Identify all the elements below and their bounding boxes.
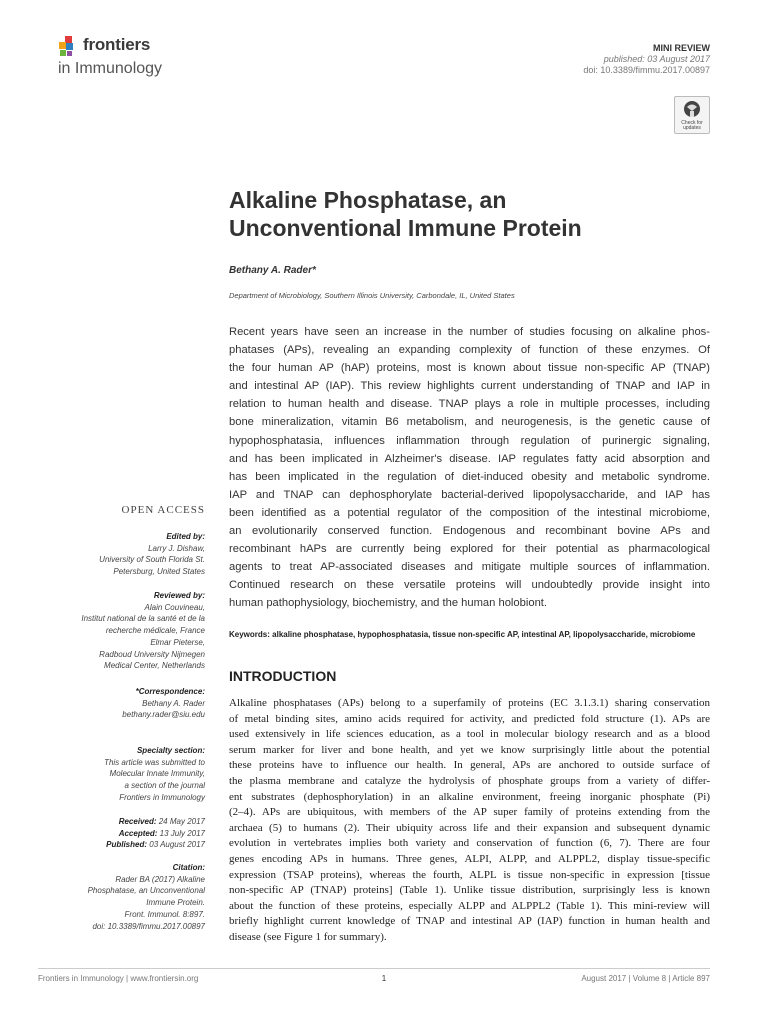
open-access-label: OPEN ACCESS <box>121 504 205 516</box>
citation-line: doi: 10.3389/fimmu.2017.00897 <box>92 921 205 931</box>
abstract <box>229 323 710 613</box>
abstract-line: and intestinal AP (IAP). This review highlights current understanding of TNAP and IAP in <box>229 380 710 393</box>
article-type: MINI REVIEW <box>652 43 710 53</box>
footer-page-number: 1 <box>381 974 387 983</box>
abstract-line: an evolutionarily conserved function. Endogenous and recombinant bovine APs and <box>229 525 710 538</box>
abstract-line: human pathophysiology, biochemistry, and the human holobiont. <box>229 597 548 610</box>
citation-label: Citation: <box>172 863 205 872</box>
footer-issue: August 2017 | Volume 8 | Article 897 <box>581 974 710 983</box>
doi[interactable]: doi: 10.3389/fimmu.2017.00897 <box>583 65 710 75</box>
check-for-updates-button[interactable] <box>674 96 710 134</box>
intro-line: evolution in vertebrates implies both variety and conservation of function (6, 7). There are four <box>229 837 710 850</box>
logo-text-frontiers: frontiers <box>83 35 151 54</box>
published-label: Published: <box>106 840 148 850</box>
intro-line: of metal binding sites, amino acids required for activity, and predicted fold structure (1). APs are <box>229 712 710 725</box>
abstract-line: IAP and TNAP can dephosphorylate bacterial-derived lipopolysaccharide, and IAP has <box>229 488 710 501</box>
abstract-line: recombinant hAPs are currently being explored for their potential as pharmacological <box>229 543 710 556</box>
affiliation: Department of Microbiology, Southern Illinois University, Carbondale, IL, United States <box>229 291 515 300</box>
check-for-updates-label: Check for updates <box>681 120 703 131</box>
author[interactable]: Bethany A. Rader* <box>229 265 316 276</box>
specialty-line: This article was submitted to <box>104 757 205 767</box>
intro-line: the plasma membrane and catalyze the hydrolysis of phosphate groups from a variety of differ- <box>229 774 710 787</box>
intro-line: serum marker for liver and bone health, and yet we know surprisingly little about the potential <box>229 743 710 756</box>
abstract-line: bone mineralization, vitamin B6 metabolism, and neurogenesis, is the genetic cause of <box>229 416 710 429</box>
intro-line: disease (see Figure 1 for summary). <box>229 930 387 943</box>
frontiers-logo-icon <box>57 36 81 62</box>
accepted-label: Accepted: <box>118 828 158 838</box>
correspondence-block <box>40 686 205 721</box>
section-heading-introduction: INTRODUCTION <box>229 668 337 684</box>
abstract-line: been identified as a potential regulator of the composition of the intestinal microbiome, <box>229 506 710 519</box>
intro-line: non-specific AP (TNAP) proteins] (Table 1). Unlike tissue distribution, surprisingly less is known <box>229 884 710 897</box>
reviewed-by-line: Radboud University Nijmegen <box>99 649 205 659</box>
published-date-side: 03 August 2017 <box>149 840 205 850</box>
intro-line: used extensively in life sciences education, as a tool in molecular biology research and as a blood <box>229 728 710 741</box>
keywords-list: alkaline phosphatase, hypophosphatasia, tissue non-specific AP, intestinal AP, lipopolysaccharide, microbiome <box>272 630 696 639</box>
edited-by-line: Petersburg, United States <box>113 567 205 577</box>
introduction-body <box>229 696 710 946</box>
reviewed-by-line: Medical Center, Netherlands <box>104 661 205 671</box>
title-line-2: Unconventional Immune Protein <box>229 215 582 241</box>
keywords <box>229 629 710 640</box>
reviewed-by-label: Reviewed by: <box>153 591 205 600</box>
intro-line: genes encoding APs in humans. Three genes, ALPI, ALPP, and ALPPL2, display tissue-specific <box>229 852 710 865</box>
title-line-1: Alkaline Phosphatase, an <box>229 187 507 213</box>
article-title <box>229 186 709 242</box>
specialty-line: a section of the journal <box>124 781 205 791</box>
correspondence-list <box>40 698 205 721</box>
footer-journal[interactable]: Frontiers in Immunology | www.frontiersin.org <box>38 974 199 983</box>
specialty-label: Specialty section: <box>136 746 205 755</box>
journal-logo[interactable] <box>57 34 227 82</box>
intro-line: archaea (5) to humans (2). Their ubiquity across life and their expansion and subsequent dynamic <box>229 821 710 834</box>
intro-line: briefly highlight current knowledge of TNAP and intestinal AP (IAP) function in human health and <box>229 915 710 928</box>
edited-by-list <box>40 543 205 578</box>
citation-line: Phosphatase, an Unconventional <box>87 886 205 896</box>
intro-line: (2–4). APs are ubiquitous, with members of the AP super family of proteins extending from the <box>229 806 710 819</box>
article-meta <box>583 43 710 76</box>
reviewed-by-line: recherche médicale, France <box>105 626 205 636</box>
edited-by-label: Edited by: <box>166 532 205 541</box>
correspondence-line: Bethany A. Rader <box>142 698 205 708</box>
reviewed-by-block <box>40 590 205 672</box>
intro-line: about the function of these proteins, especially ALPP and ALPPL2 (Table 1). This mini-review will <box>229 899 710 912</box>
received-date: 24 May 2017 <box>158 817 205 826</box>
citation-line: Rader BA (2017) Alkaline <box>115 874 205 884</box>
reviewed-by-line: Elmar Pieterse, <box>150 637 205 647</box>
edited-by-block <box>40 531 205 578</box>
edited-by-line: Larry J. Dishaw, <box>148 543 205 553</box>
footer-divider <box>38 968 710 969</box>
accepted-date: 13 July 2017 <box>159 828 205 838</box>
dates-block <box>40 816 205 851</box>
intro-line: expression (TSAP proteins), whereas the fourth, ALPL is tissue non-specific in expression [tissue <box>229 868 710 881</box>
keywords-label: Keywords: <box>229 630 270 639</box>
abstract-line: phatases (APs), revealing an expanding complexity of function of these enzymes. Of <box>229 344 710 357</box>
edited-by-line: University of South Florida St. <box>99 555 205 565</box>
abstract-line: relation to human health and disease. TNAP plays a role in multiple processes, including <box>229 398 710 411</box>
correspondence-line: bethany.rader@siu.edu <box>122 710 205 720</box>
specialty-line: Frontiers in Immunology <box>119 792 205 802</box>
reviewed-by-list <box>40 602 205 672</box>
specialty-line: Molecular Innate Immunity, <box>109 769 205 779</box>
logo-text-journal: in Immunology <box>58 60 163 77</box>
abstract-line: agents to treat AP-associated diseases and mitigate multiple sources of inflammation. <box>229 561 710 574</box>
abstract-line: and has been implicated in Alzheimer's disease. IAP regulates fatty acid absorption and <box>229 452 710 465</box>
abstract-line: hypophosphatasia, influences inflammation through regulation of purinergic signaling, <box>229 434 710 447</box>
citation-block <box>40 862 205 932</box>
abstract-line: has been implicated in the regulation of diet-induced obesity and metabolic syndrome. <box>229 470 710 483</box>
intro-line: Alkaline phosphatases (APs) belong to a superfamily of proteins (EC 3.1.3.1) sharing conservation <box>229 697 710 709</box>
crossmark-icon <box>683 100 701 120</box>
specialty-block <box>40 745 205 804</box>
intro-line: these proteins have to influence our health. In general, APs are anchored to outside surface of <box>229 759 710 772</box>
reviewed-by-line: Alain Couvineau, <box>144 602 205 612</box>
citation-line: Immune Protein. <box>146 898 205 908</box>
intro-line: ent substrates (dephosphorylation) in an alkaline environment, freeing inorganic phosphate (Pi) <box>229 790 710 803</box>
correspondence-label: *Correspondence: <box>135 687 205 696</box>
received-label: Received: <box>118 817 157 826</box>
specialty-list <box>40 757 205 804</box>
abstract-line: Recent years have seen an increase in the number of studies focusing on alkaline phos- <box>229 326 710 338</box>
reviewed-by-line: Institut national de la santé et de la <box>81 614 205 624</box>
citation-line: Front. Immunol. 8:897. <box>124 909 205 919</box>
abstract-line: Continued research on these versatile proteins will undoubtedly provide insight into <box>229 579 710 592</box>
published-date: published: 03 August 2017 <box>603 54 710 64</box>
citation-list <box>40 874 205 933</box>
abstract-line: the four human AP (hAP) proteins, most is known about tissue non-specific AP (TNAP) <box>229 362 710 375</box>
